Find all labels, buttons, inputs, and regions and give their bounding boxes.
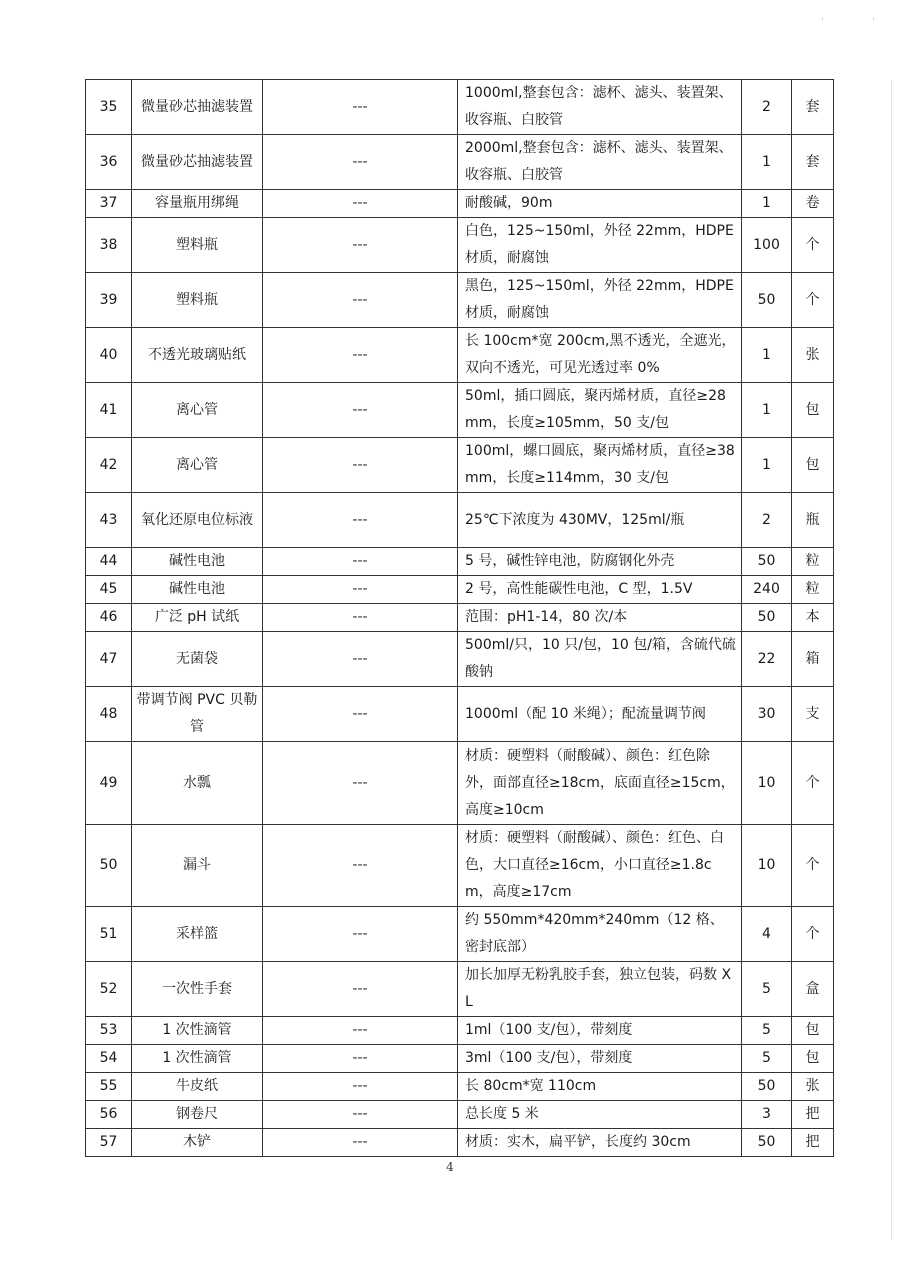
table-row <box>86 190 834 218</box>
item-model-cell: --- <box>263 548 458 576</box>
item-number-cell: 52 <box>86 962 132 1017</box>
item-number-cell: 45 <box>86 576 132 604</box>
table-row <box>86 328 834 383</box>
table-row <box>86 438 834 493</box>
item-number-cell: 39 <box>86 273 132 328</box>
item-number-cell: 53 <box>86 1017 132 1045</box>
item-spec-cell: 50ml，插口圆底，聚丙烯材质，直径≥28mm，长度≥105mm，50 支/包 <box>458 383 742 438</box>
item-unit-cell: 个 <box>792 218 834 273</box>
item-quantity-cell: 1 <box>742 383 792 438</box>
item-spec-cell: 总长度 5 米 <box>458 1101 742 1129</box>
item-unit-cell: 盒 <box>792 962 834 1017</box>
item-number-cell: 43 <box>86 493 132 548</box>
item-spec-cell: 材质：硬塑料（耐酸碱）、颜色：红色除外，面部直径≥18cm，底面直径≥15cm，高度≥10cm <box>458 742 742 825</box>
table-row <box>86 383 834 438</box>
item-unit-cell: 粒 <box>792 576 834 604</box>
item-number-cell: 40 <box>86 328 132 383</box>
item-spec-cell: 1000ml,整套包含：滤杯、滤头、装置架、收容瓶、白胶管 <box>458 80 742 135</box>
item-spec-cell: 25℃下浓度为 430MV，125ml/瓶 <box>458 493 742 548</box>
item-name-cell: 钢卷尺 <box>132 1101 263 1129</box>
item-unit-cell: 张 <box>792 1073 834 1101</box>
item-name-cell: 离心管 <box>132 383 263 438</box>
table-row <box>86 632 834 687</box>
item-spec-cell: 加长加厚无粉乳胶手套，独立包装，码数 XL <box>458 962 742 1017</box>
item-unit-cell: 个 <box>792 742 834 825</box>
item-model-cell: --- <box>263 1045 458 1073</box>
table-row <box>86 1129 834 1157</box>
item-name-cell: 容量瓶用绑绳 <box>132 190 263 218</box>
item-name-cell: 木铲 <box>132 1129 263 1157</box>
scan-mark: ˈ <box>872 17 875 28</box>
item-unit-cell: 包 <box>792 1045 834 1073</box>
table-row <box>86 548 834 576</box>
item-spec-cell: 3ml（100 支/包），带刻度 <box>458 1045 742 1073</box>
item-number-cell: 46 <box>86 604 132 632</box>
item-unit-cell: 个 <box>792 273 834 328</box>
table-row <box>86 1073 834 1101</box>
item-number-cell: 47 <box>86 632 132 687</box>
items-table-body <box>86 80 834 1157</box>
item-model-cell: --- <box>263 438 458 493</box>
item-unit-cell: 张 <box>792 328 834 383</box>
item-name-cell: 漏斗 <box>132 825 263 907</box>
item-unit-cell: 瓶 <box>792 493 834 548</box>
table-row <box>86 493 834 548</box>
item-model-cell: --- <box>263 190 458 218</box>
item-quantity-cell: 1 <box>742 438 792 493</box>
item-quantity-cell: 1 <box>742 190 792 218</box>
item-quantity-cell: 10 <box>742 742 792 825</box>
table-row <box>86 825 834 907</box>
item-model-cell: --- <box>263 1129 458 1157</box>
item-unit-cell: 本 <box>792 604 834 632</box>
item-unit-cell: 把 <box>792 1101 834 1129</box>
item-unit-cell: 包 <box>792 438 834 493</box>
item-quantity-cell: 1 <box>742 328 792 383</box>
item-model-cell: --- <box>263 604 458 632</box>
table-row <box>86 1017 834 1045</box>
item-spec-cell: 1ml（100 支/包），带刻度 <box>458 1017 742 1045</box>
item-model-cell: --- <box>263 962 458 1017</box>
item-model-cell: --- <box>263 907 458 962</box>
item-name-cell: 微量砂芯抽滤装置 <box>132 135 263 190</box>
item-name-cell: 不透光玻璃贴纸 <box>132 328 263 383</box>
item-model-cell: --- <box>263 687 458 742</box>
item-quantity-cell: 50 <box>742 604 792 632</box>
item-name-cell: 无菌袋 <box>132 632 263 687</box>
item-name-cell: 一次性手套 <box>132 962 263 1017</box>
item-model-cell: --- <box>263 742 458 825</box>
item-quantity-cell: 5 <box>742 962 792 1017</box>
table-row <box>86 604 834 632</box>
page-number: 4 <box>446 1160 454 1174</box>
item-spec-cell: 100ml，螺口圆底，聚丙烯材质，直径≥38mm，长度≥114mm，30 支/包 <box>458 438 742 493</box>
item-model-cell: --- <box>263 1073 458 1101</box>
table-row <box>86 80 834 135</box>
item-quantity-cell: 2 <box>742 80 792 135</box>
item-model-cell: --- <box>263 493 458 548</box>
table-row <box>86 576 834 604</box>
item-unit-cell: 粒 <box>792 548 834 576</box>
scan-mark: ˈ <box>821 17 824 28</box>
table-row <box>86 135 834 190</box>
item-unit-cell: 包 <box>792 1017 834 1045</box>
item-spec-cell: 耐酸碱，90m <box>458 190 742 218</box>
item-unit-cell: 卷 <box>792 190 834 218</box>
item-quantity-cell: 240 <box>742 576 792 604</box>
item-quantity-cell: 4 <box>742 907 792 962</box>
item-name-cell: 碱性电池 <box>132 548 263 576</box>
item-unit-cell: 箱 <box>792 632 834 687</box>
item-name-cell: 1 次性滴管 <box>132 1017 263 1045</box>
item-name-cell: 1 次性滴管 <box>132 1045 263 1073</box>
item-unit-cell: 个 <box>792 825 834 907</box>
item-quantity-cell: 10 <box>742 825 792 907</box>
item-name-cell: 采样篮 <box>132 907 263 962</box>
item-number-cell: 35 <box>86 80 132 135</box>
item-quantity-cell: 50 <box>742 1129 792 1157</box>
item-quantity-cell: 1 <box>742 135 792 190</box>
item-number-cell: 57 <box>86 1129 132 1157</box>
item-number-cell: 51 <box>86 907 132 962</box>
table-row <box>86 218 834 273</box>
item-number-cell: 48 <box>86 687 132 742</box>
item-number-cell: 38 <box>86 218 132 273</box>
item-spec-cell: 1000ml（配 10 米绳）；配流量调节阀 <box>458 687 742 742</box>
item-number-cell: 54 <box>86 1045 132 1073</box>
item-spec-cell: 白色，125~150ml，外径 22mm，HDPE 材质，耐腐蚀 <box>458 218 742 273</box>
item-number-cell: 37 <box>86 190 132 218</box>
item-model-cell: --- <box>263 825 458 907</box>
item-number-cell: 36 <box>86 135 132 190</box>
item-name-cell: 微量砂芯抽滤装置 <box>132 80 263 135</box>
item-number-cell: 44 <box>86 548 132 576</box>
table-row <box>86 273 834 328</box>
item-spec-cell: 黑色，125~150ml，外径 22mm，HDPE 材质，耐腐蚀 <box>458 273 742 328</box>
scan-edge-line <box>891 80 892 1240</box>
item-name-cell: 塑料瓶 <box>132 273 263 328</box>
table-row <box>86 1101 834 1129</box>
item-model-cell: --- <box>263 383 458 438</box>
item-unit-cell: 支 <box>792 687 834 742</box>
item-model-cell: --- <box>263 135 458 190</box>
item-quantity-cell: 50 <box>742 1073 792 1101</box>
item-unit-cell: 把 <box>792 1129 834 1157</box>
item-name-cell: 水瓢 <box>132 742 263 825</box>
item-name-cell: 碱性电池 <box>132 576 263 604</box>
item-spec-cell: 材质：实木，扁平铲，长度约 30cm <box>458 1129 742 1157</box>
item-quantity-cell: 5 <box>742 1045 792 1073</box>
table-row <box>86 962 834 1017</box>
item-spec-cell: 5 号，碱性锌电池，防腐钢化外壳 <box>458 548 742 576</box>
item-number-cell: 49 <box>86 742 132 825</box>
item-spec-cell: 长 80cm*宽 110cm <box>458 1073 742 1101</box>
item-number-cell: 41 <box>86 383 132 438</box>
item-name-cell: 牛皮纸 <box>132 1073 263 1101</box>
item-spec-cell: 范围：pH1-14，80 次/本 <box>458 604 742 632</box>
item-name-cell: 带调节阀 PVC 贝勒管 <box>132 687 263 742</box>
item-spec-cell: 2 号，高性能碳性电池，C 型，1.5V <box>458 576 742 604</box>
item-quantity-cell: 50 <box>742 548 792 576</box>
item-spec-cell: 2000ml,整套包含：滤杯、滤头、装置架、收容瓶、白胶管 <box>458 135 742 190</box>
item-number-cell: 56 <box>86 1101 132 1129</box>
table-row <box>86 742 834 825</box>
item-unit-cell: 个 <box>792 907 834 962</box>
item-name-cell: 氧化还原电位标液 <box>132 493 263 548</box>
table-row <box>86 687 834 742</box>
table-row <box>86 1045 834 1073</box>
item-model-cell: --- <box>263 1017 458 1045</box>
item-number-cell: 42 <box>86 438 132 493</box>
item-spec-cell: 长 100cm*宽 200cm,黑不透光，全遮光，双向不透光，可见光透过率 0% <box>458 328 742 383</box>
item-unit-cell: 套 <box>792 80 834 135</box>
item-name-cell: 离心管 <box>132 438 263 493</box>
item-quantity-cell: 50 <box>742 273 792 328</box>
item-name-cell: 广泛 pH 试纸 <box>132 604 263 632</box>
item-number-cell: 55 <box>86 1073 132 1101</box>
item-spec-cell: 500ml/只，10 只/包，10 包/箱，含硫代硫酸钠 <box>458 632 742 687</box>
item-quantity-cell: 30 <box>742 687 792 742</box>
item-quantity-cell: 100 <box>742 218 792 273</box>
item-quantity-cell: 3 <box>742 1101 792 1129</box>
item-spec-cell: 约 550mm*420mm*240mm（12 格、密封底部） <box>458 907 742 962</box>
item-model-cell: --- <box>263 80 458 135</box>
item-spec-cell: 材质：硬塑料（耐酸碱）、颜色：红色、白色，大口直径≥16cm，小口直径≥1.8cm，高度≥17cm <box>458 825 742 907</box>
item-model-cell: --- <box>263 632 458 687</box>
item-quantity-cell: 2 <box>742 493 792 548</box>
item-model-cell: --- <box>263 328 458 383</box>
item-quantity-cell: 22 <box>742 632 792 687</box>
table-row <box>86 907 834 962</box>
item-number-cell: 50 <box>86 825 132 907</box>
items-table <box>85 79 834 1157</box>
item-name-cell: 塑料瓶 <box>132 218 263 273</box>
item-model-cell: --- <box>263 1101 458 1129</box>
item-model-cell: --- <box>263 273 458 328</box>
item-unit-cell: 套 <box>792 135 834 190</box>
item-unit-cell: 包 <box>792 383 834 438</box>
item-model-cell: --- <box>263 218 458 273</box>
item-quantity-cell: 5 <box>742 1017 792 1045</box>
item-model-cell: --- <box>263 576 458 604</box>
